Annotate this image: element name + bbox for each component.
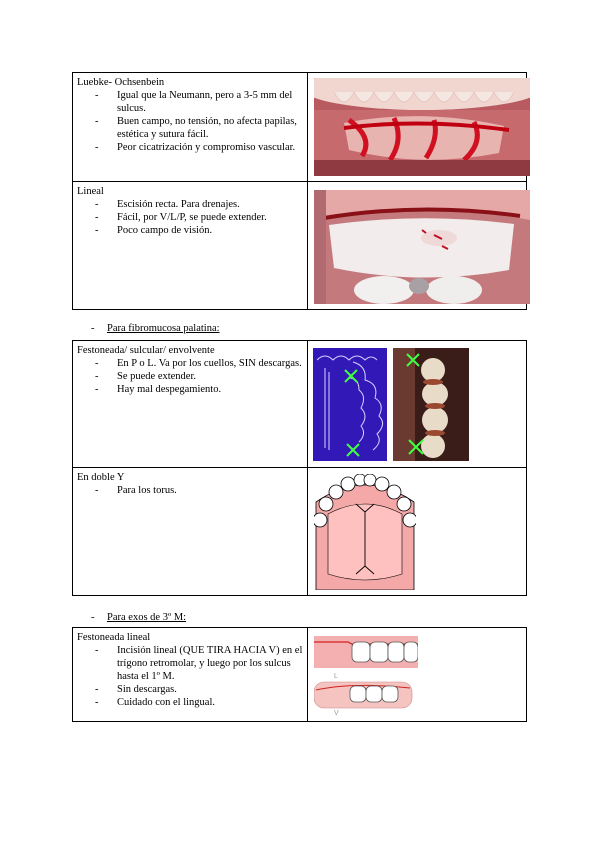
row-title: Lineal — [77, 186, 104, 197]
image-cell — [308, 73, 527, 182]
lingual-label: L — [334, 673, 338, 680]
list-item: - Buen campo, no tensión, no afecta papilas, estética y sutura fácil. — [117, 115, 303, 141]
text-cell — [73, 182, 308, 310]
vestibular-label: V — [334, 710, 339, 716]
list-item: - Igual que la Neumann, pero a 3-5 mm del sulcus. — [117, 89, 303, 115]
text-cell — [73, 468, 308, 596]
festoneada-diagram — [313, 348, 387, 461]
incision-table-3 — [72, 627, 527, 722]
text-cell — [73, 73, 308, 182]
text-cell — [73, 628, 308, 722]
list-item: - Cuidado con el lingual. — [117, 696, 303, 709]
festoneada-photo — [393, 348, 469, 461]
list-item: - Sin descargas. — [117, 683, 303, 696]
bullet-list — [77, 484, 303, 497]
table-row — [73, 628, 527, 722]
list-item: - Se puede extender. — [117, 370, 303, 383]
list-item: - Peor cicatrización y compromiso vascular. — [117, 141, 303, 154]
list-item: - Fácil, por V/L/P, se puede extender. — [117, 211, 303, 224]
list-item: - Incisión lineal (QUE TIRA HACIA V) en el trígono retromolar, y luego por los sulcus hasta el 1º M. — [117, 644, 303, 683]
list-item: - Poco campo de visión. — [117, 224, 303, 237]
table-row — [73, 468, 527, 596]
bullet-list — [77, 357, 303, 396]
list-item: - En P o L. Va por los cuellos, SIN descargas. — [117, 357, 303, 370]
table-row — [73, 341, 527, 468]
bullet-list — [77, 644, 303, 709]
festoneada-lineal-diagram — [314, 632, 418, 716]
row-title: Luebke- Ochsenbein — [77, 77, 165, 88]
image-cell — [308, 341, 527, 468]
luebke-ochsenbein-photo — [314, 78, 530, 176]
incision-table-1 — [72, 72, 527, 310]
lineal-incision-photo — [314, 190, 530, 304]
bullet-list — [77, 89, 303, 154]
doble-y-diagram — [314, 474, 416, 590]
table-row — [73, 73, 527, 182]
list-item: - Escisión recta. Para drenajes. — [117, 198, 303, 211]
image-cell — [308, 468, 527, 596]
text-cell — [73, 341, 308, 468]
section-heading-label: Para exos de 3º M: — [107, 612, 187, 623]
list-item: - Para los torus. — [117, 484, 303, 497]
row-title: Festoneada lineal — [77, 632, 151, 643]
incision-table-2 — [72, 340, 527, 596]
row-title: En doble Y — [77, 472, 125, 483]
list-item: - Hay mal despegamiento. — [117, 383, 303, 396]
image-cell — [308, 628, 527, 722]
table-row — [73, 182, 527, 310]
image-cell — [308, 182, 527, 310]
section-heading-label: Para fibromucosa palatina: — [107, 323, 220, 334]
row-title: Festoneada/ sulcular/ envolvente — [77, 345, 215, 356]
bullet-list — [77, 198, 303, 237]
